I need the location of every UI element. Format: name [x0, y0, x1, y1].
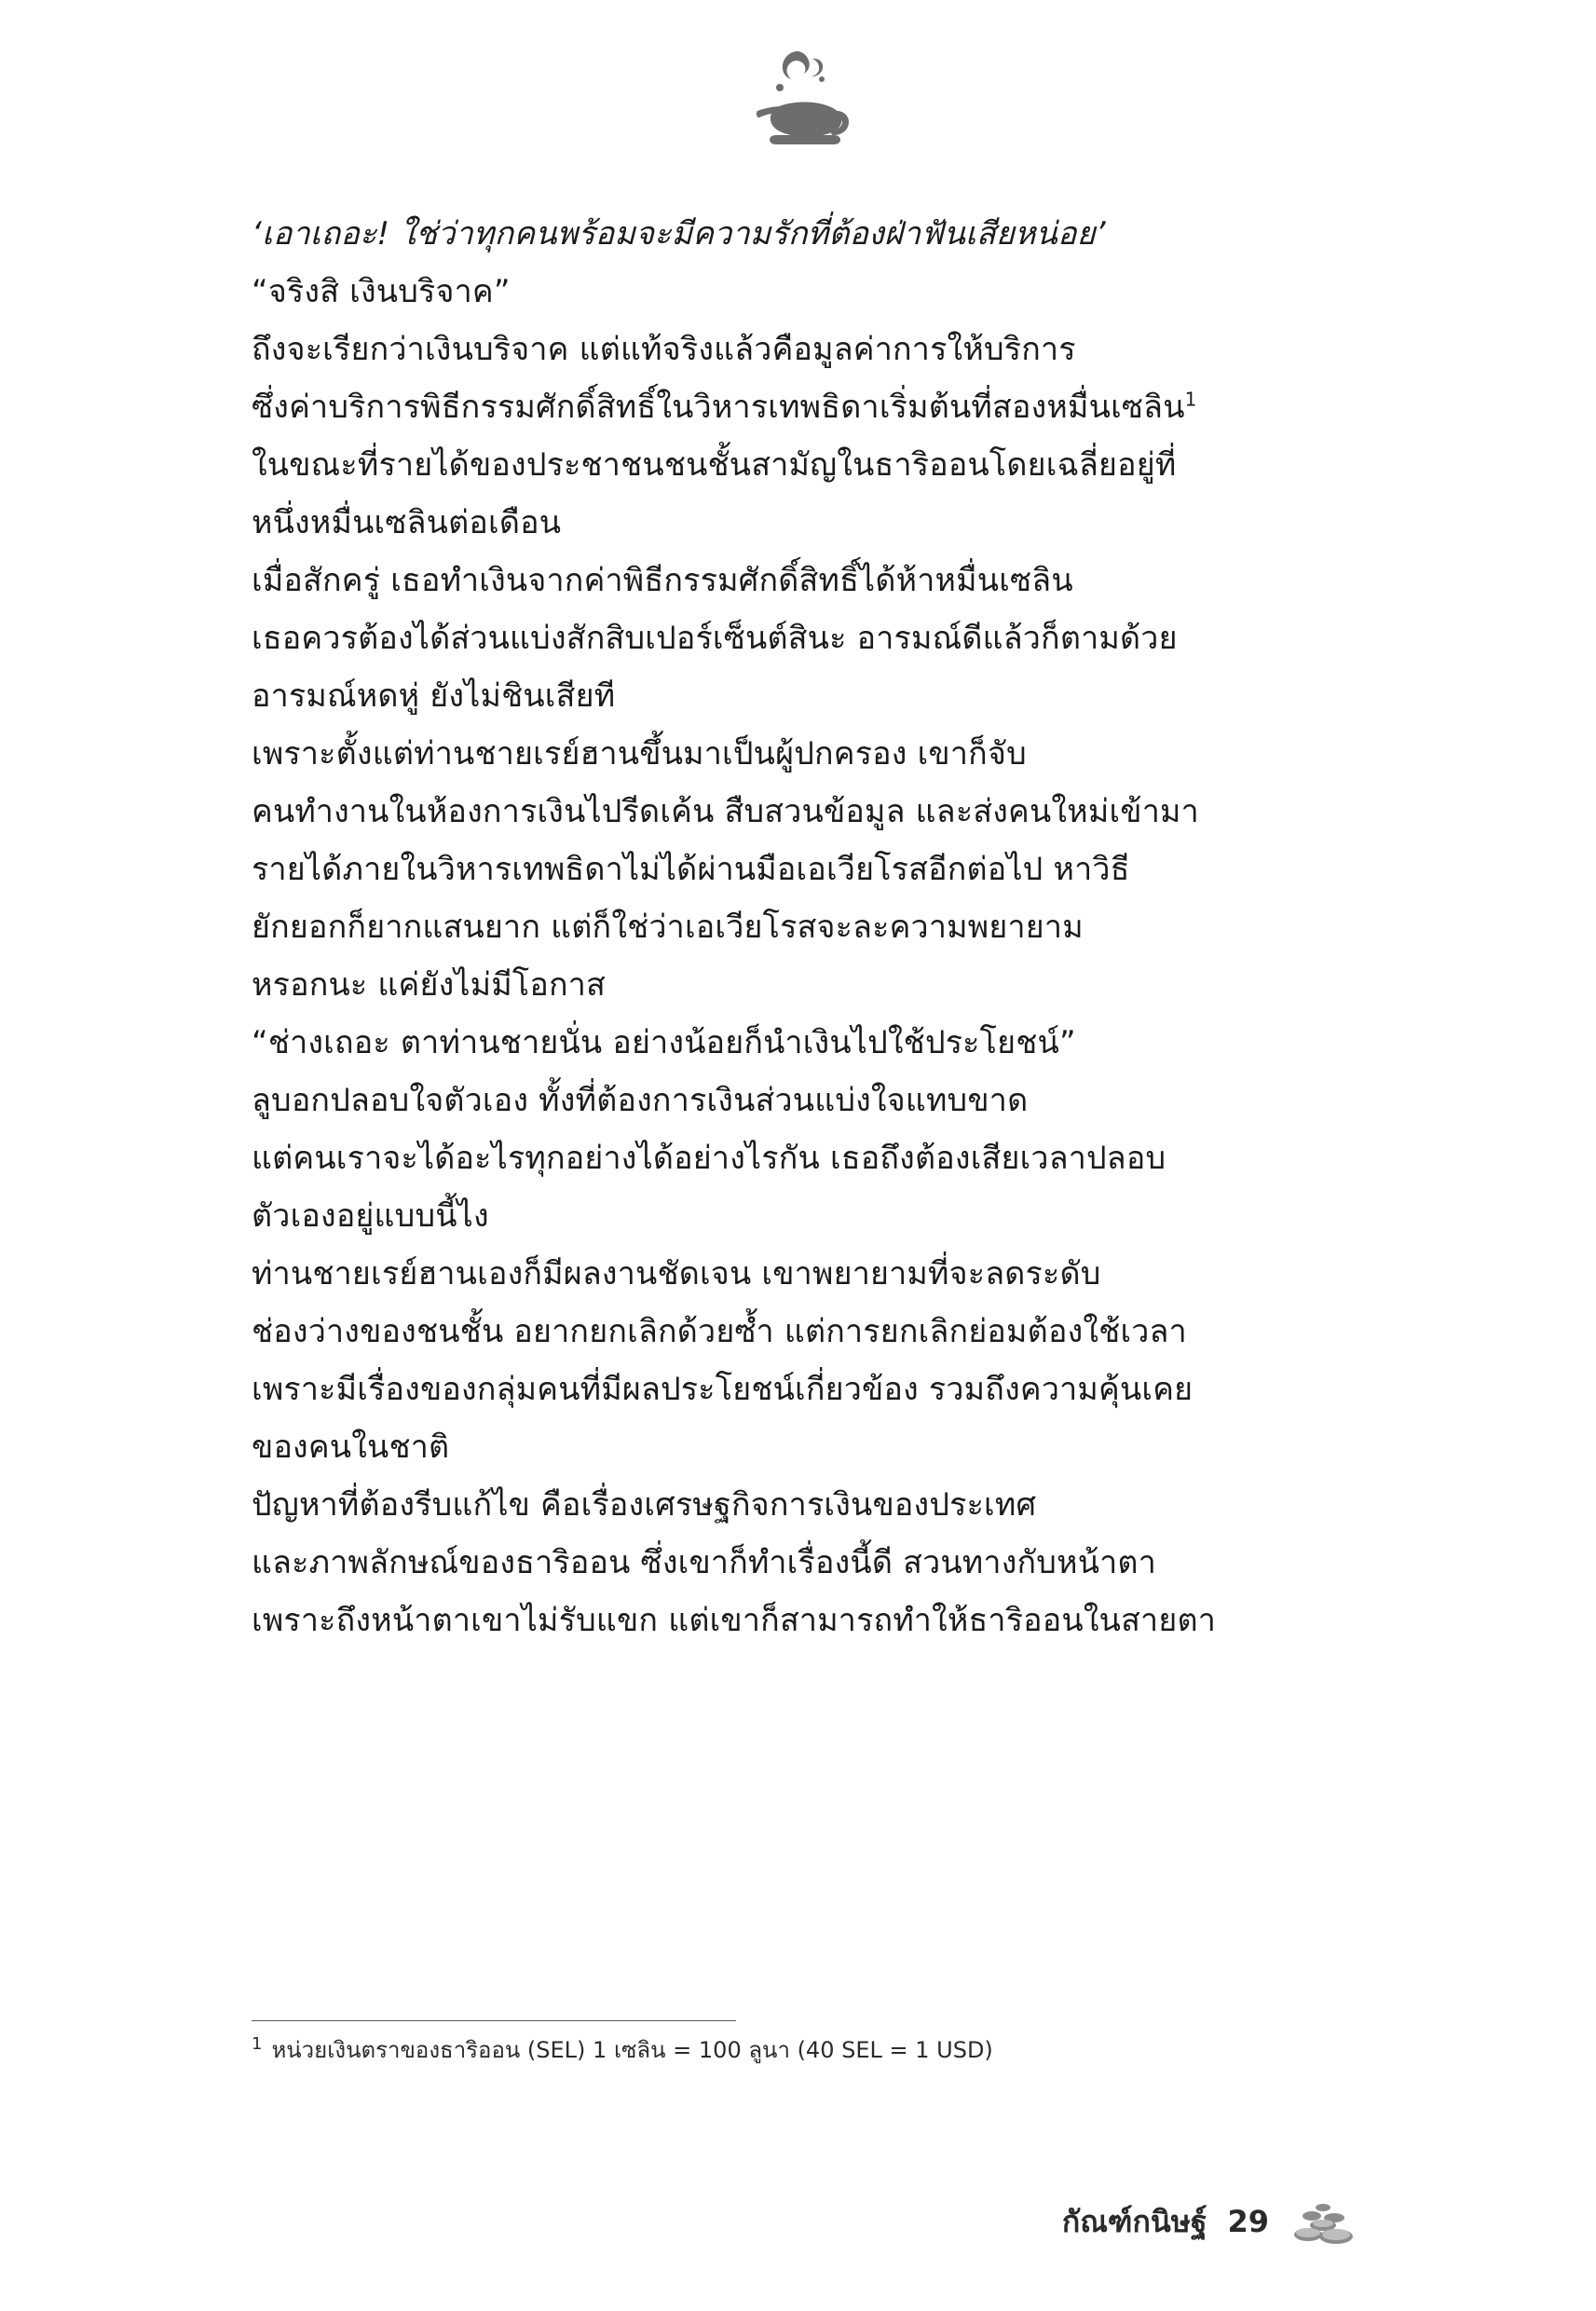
- text-line: อารมณ์หดหู่ ยังไม่ชินเสียที: [252, 677, 616, 715]
- text-line: ปัญหาที่ต้องรีบแก้ไข คือเรื่องเศรษฐกิจการเงินของประเทศ: [252, 1486, 1037, 1524]
- footnote-marker: 1: [252, 2034, 263, 2054]
- text-line: เธอควรต้องได้ส่วนแบ่งสักสิบเปอร์เซ็นต์สินะ อารมณ์ดีแล้วก็ตามด้วย: [252, 620, 1178, 657]
- paragraph: [252, 321, 1351, 552]
- text-line: เพราะถึงหน้าตาเขาไม่รับแขก แต่เขาก็สามารถทำให้ธาริออนในสายตา: [252, 1602, 1217, 1639]
- text-line: และภาพลักษณ์ของธาริออน ซึ่งเขาก็ทำเรื่องนี้ดี สวนทางกับหน้าตา: [252, 1544, 1156, 1581]
- text-line: ถึงจะเรียกว่าเงินบริจาค แต่แท้จริงแล้วคือมูลค่าการให้บริการ: [252, 331, 1076, 368]
- text-line: ตัวเองอยู่แบบนี้ไง: [252, 1197, 489, 1235]
- text-line: เพราะมีเรื่องของกลุ่มคนที่มีผลประโยชน์เกี่ยวข้อง รวมถึงความคุ้นเคย: [252, 1371, 1194, 1408]
- paragraph: [252, 263, 1351, 321]
- oil-lamp-ornament-icon: [724, 42, 873, 154]
- header-ornament: [0, 37, 1596, 158]
- text-line: หรอกนะ แค่ยังไม่มีโอกาส: [252, 966, 607, 1004]
- footnote-divider: [252, 2020, 736, 2021]
- paragraph: [252, 1014, 1351, 1072]
- text-line: ของคนในชาติ: [252, 1429, 450, 1466]
- paragraph: [252, 552, 1351, 725]
- footnote: [252, 2031, 1351, 2069]
- text-line: “จริงสิ เงินบริจาค”: [252, 273, 511, 310]
- text-line: ซึ่งค่าบริการพิธีกรรมศักดิ์สิทธิ์ในวิหารเทพธิดาเริ่มต้นที่สองหมื่นเซลิน: [252, 389, 1185, 426]
- text-line: “ช่างเถอะ ตาท่านชายนั่น อย่างน้อยก็นำเงินไปใช้ประโยชน์”: [252, 1024, 1076, 1061]
- treasure-coins-ornament-icon: [1289, 2197, 1358, 2246]
- page-footer: [1062, 2197, 1358, 2246]
- paragraph: [252, 1476, 1351, 1649]
- text-line: เมื่อสักครู่ เธอทำเงินจากค่าพิธีกรรมศักดิ์สิทธิ์ได้ห้าหมื่นเซลิน: [252, 562, 1073, 599]
- text-line: รายได้ภายในวิหารเทพธิดาไม่ได้ผ่านมือเอเวียโรสอีกต่อไป หาวิธี: [252, 851, 1130, 888]
- book-title: กัณฑ์กนิษฐ์: [1061, 2203, 1207, 2239]
- paragraph: [252, 205, 1351, 263]
- text-line: เพราะตั้งแต่ท่านชายเรย์ฮานขึ้นมาเป็นผู้ปกครอง เขาก็จับ: [252, 735, 1027, 773]
- page-body: [252, 205, 1351, 1649]
- paragraph: [252, 725, 1351, 1014]
- text-line: ช่องว่างของชนชั้น อยากยกเลิกด้วยซ้ำ แต่การยกเลิกย่อมต้องใช้เวลา: [252, 1313, 1187, 1350]
- text-line: ในขณะที่รายได้ของประชาชนชนชั้นสามัญในธาริออนโดยเฉลี่ยอยู่ที่: [252, 446, 1177, 484]
- paragraph: [252, 1072, 1351, 1245]
- text-line: คนทำงานในห้องการเงินไปรีดเค้น สืบสวนข้อมูล และส่งคนใหม่เข้ามา: [252, 793, 1199, 830]
- paragraph: [252, 1245, 1351, 1476]
- text-line: ลูบอกปลอบใจตัวเอง ทั้งที่ต้องการเงินส่วนแบ่งใจแทบขาด: [252, 1082, 1029, 1119]
- page-number: 29: [1227, 2204, 1269, 2239]
- text-line: ท่านชายเรย์ฮานเองก็มีผลงานชัดเจน เขาพยายามที่จะลดระดับ: [252, 1255, 1101, 1292]
- footnote-text: หน่วยเงินตราของธาริออน (SEL) 1 เซลิน = 100 ลูนา (40 SEL = 1 USD): [271, 2037, 993, 2063]
- text-line: ยักยอกก็ยากแสนยาก แต่ก็ใช่ว่าเอเวียโรสจะละความพยายาม: [252, 909, 1084, 946]
- text-line: แต่คนเราจะได้อะไรทุกอย่างได้อย่างไรกัน เธอถึงต้องเสียเวลาปลอบ: [252, 1140, 1166, 1177]
- footnote-superscript: 1: [1184, 388, 1197, 411]
- text-line: หนึ่งหมื่นเซลินต่อเดือน: [252, 504, 562, 541]
- text-line-with-footnote: [252, 389, 1197, 426]
- text-line: ‘เอาเถอะ! ใช่ว่าทุกคนพร้อมจะมีความรักที่ต้องฝ่าฟันเสียหน่อย’: [252, 215, 1106, 253]
